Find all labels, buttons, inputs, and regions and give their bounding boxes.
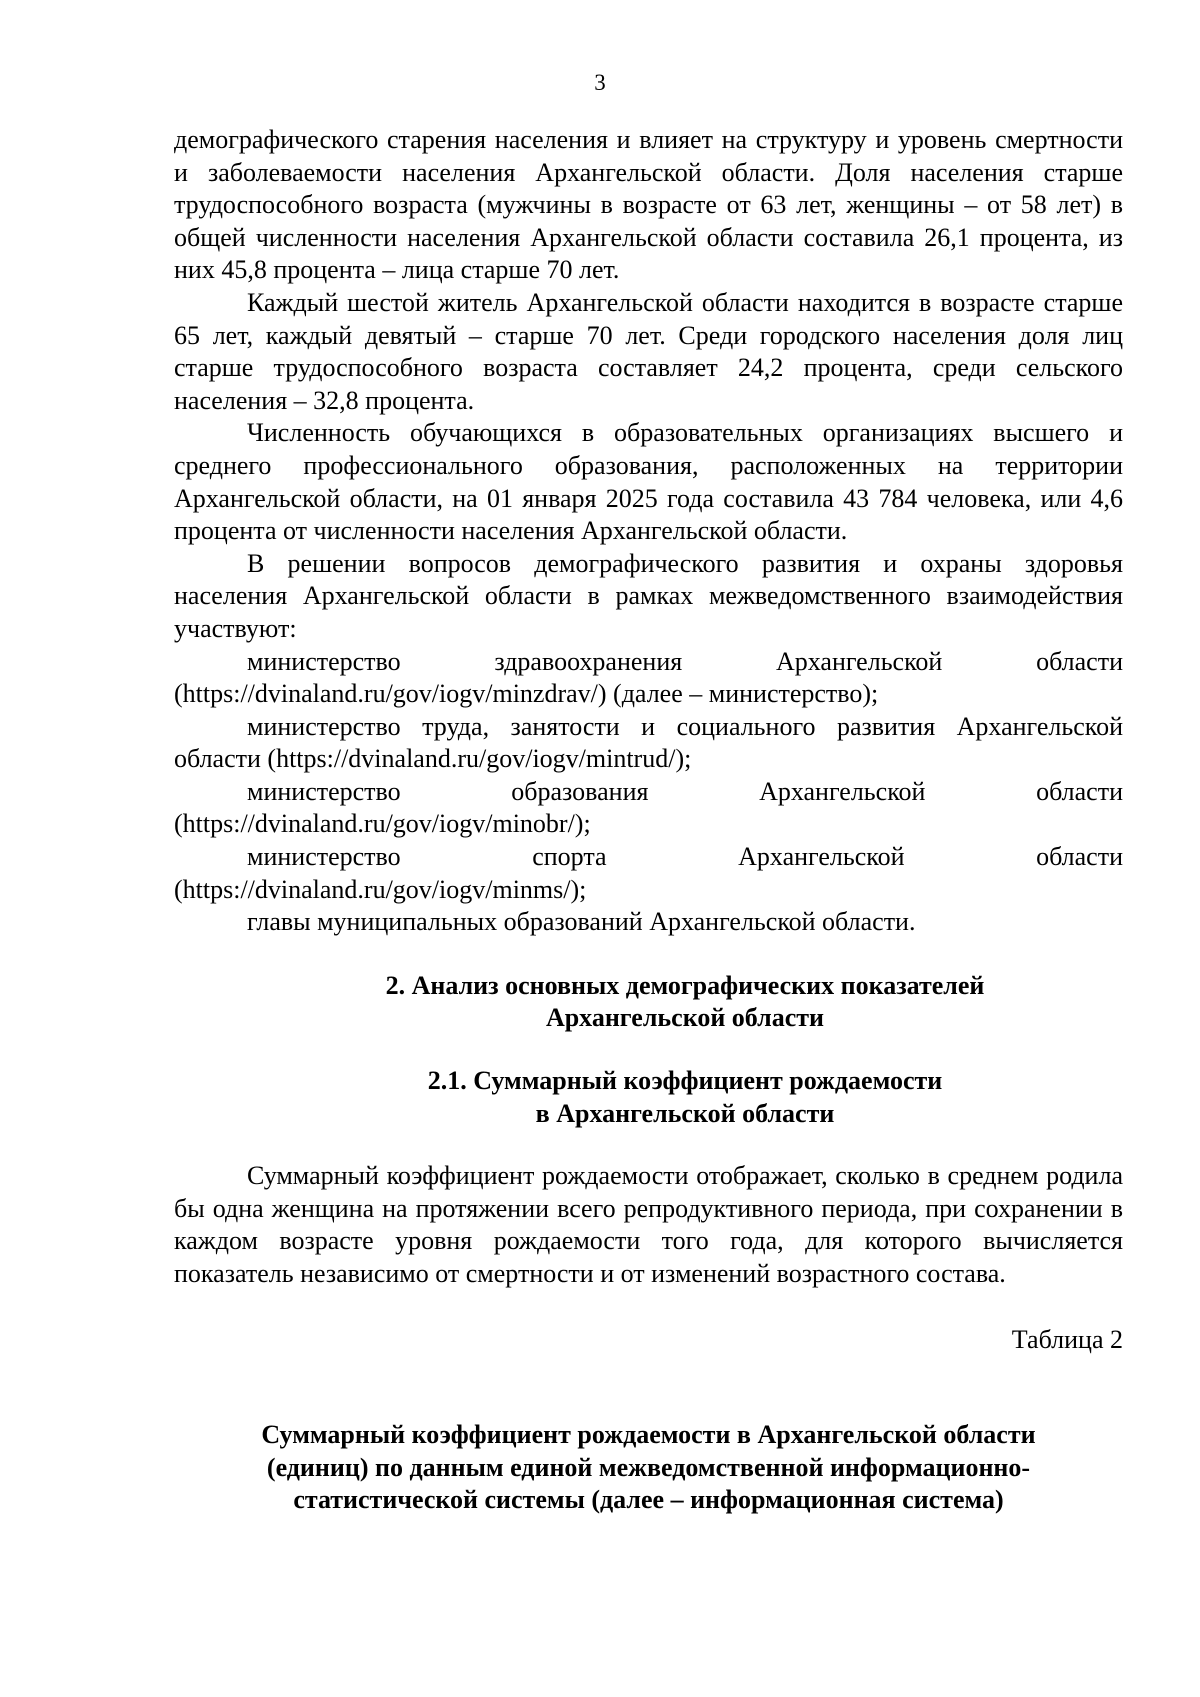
list-item [174,776,1123,841]
list-item [174,906,1123,939]
participants-list [174,646,1123,939]
section-2-1-title-line: в Архангельской области [535,1098,835,1128]
list-item-line: министерство труда, занятости и социального развития Архангельской [247,711,1123,741]
paragraph-aging: демографического старения населения и влияет на структуру и уровень смертности и заболеваемости населения Архангельской области. Доля населения старше трудоспособного возраста (мужчины в возрасте от 63 лет, женщины – от 58 лет) в общей численности населения Архангельской области составила 26,1 процента, из них 45,8 процента – лица старше 70 лет. [174,125,1123,285]
list-item-line: министерство образования Архангельской области [247,776,1123,806]
paragraph-tfr-definition: Суммарный коэффициент рождаемости отображает, сколько в среднем родила бы одна женщина на протяжении всего репродуктивного периода, при сохранении в каждом возрасте уровня рождаемости того года, для которого вычисляется показатель независимо от смертности и от изменений возрастного состава. [174,1161,1123,1288]
paragraph-students: Численность обучающихся в образовательных организациях высшего и среднего профессионального образования, расположенных на территории Архангельской области, на 01 января 2025 года составила 43 784 человека, или 4,6 процента от численности населения Архангельской области. [174,418,1123,546]
section-2-title-line: 2. Анализ основных демографических показателей [385,970,985,1000]
paragraph-age-groups: Каждый шестой житель Архангельской области находится в возрасте старше 65 лет, каждый девятый – старше 70 лет. Среди городского населения доля лиц старше трудоспособного возраста составляет 24,2 процента, среди сельского населения – 32,8 процента. [174,287,1123,415]
list-item-line: (https://dvinaland.ru/gov/iogv/minms/); [174,874,587,904]
list-item-line: министерство здравоохранения Архангельской области [247,646,1123,676]
table-title [174,1419,1123,1517]
table-title-line: (единиц) по данным единой межведомственной информационно- [266,1452,1031,1482]
list-item [174,841,1123,906]
list-item-line: (https://dvinaland.ru/gov/iogv/minzdrav/) (далее – министерство); [174,679,879,709]
table-label: Таблица 2 [1011,1324,1123,1354]
section-2-heading [174,970,1123,1035]
table-title-line: статистической системы (далее – информационная система) [293,1485,1004,1515]
page-body [174,124,1123,1517]
table-title-line: Суммарный коэффициент рождаемости в Архангельской области [261,1420,1036,1450]
section-2-1-title-line: 2.1. Суммарный коэффициент рождаемости [427,1066,943,1096]
section-2-title-line: Архангельской области [545,1003,825,1033]
list-item-line: главы муниципальных образований Архангельской области. [247,907,916,937]
list-item-line: министерство спорта Архангельской области [247,842,1123,872]
page-number: 3 [594,70,606,95]
list-item [174,646,1123,711]
list-item-line: (https://dvinaland.ru/gov/iogv/minobr/); [174,809,591,839]
section-2-1-heading [174,1065,1123,1130]
list-item [174,711,1123,776]
paragraph-participants-intro: В решении вопросов демографического развития и охраны здоровья населения Архангельской области в рамках межведомственного взаимодействия участвуют: [174,548,1123,643]
list-item-line: области (https://dvinaland.ru/gov/iogv/mintrud/); [174,744,692,774]
